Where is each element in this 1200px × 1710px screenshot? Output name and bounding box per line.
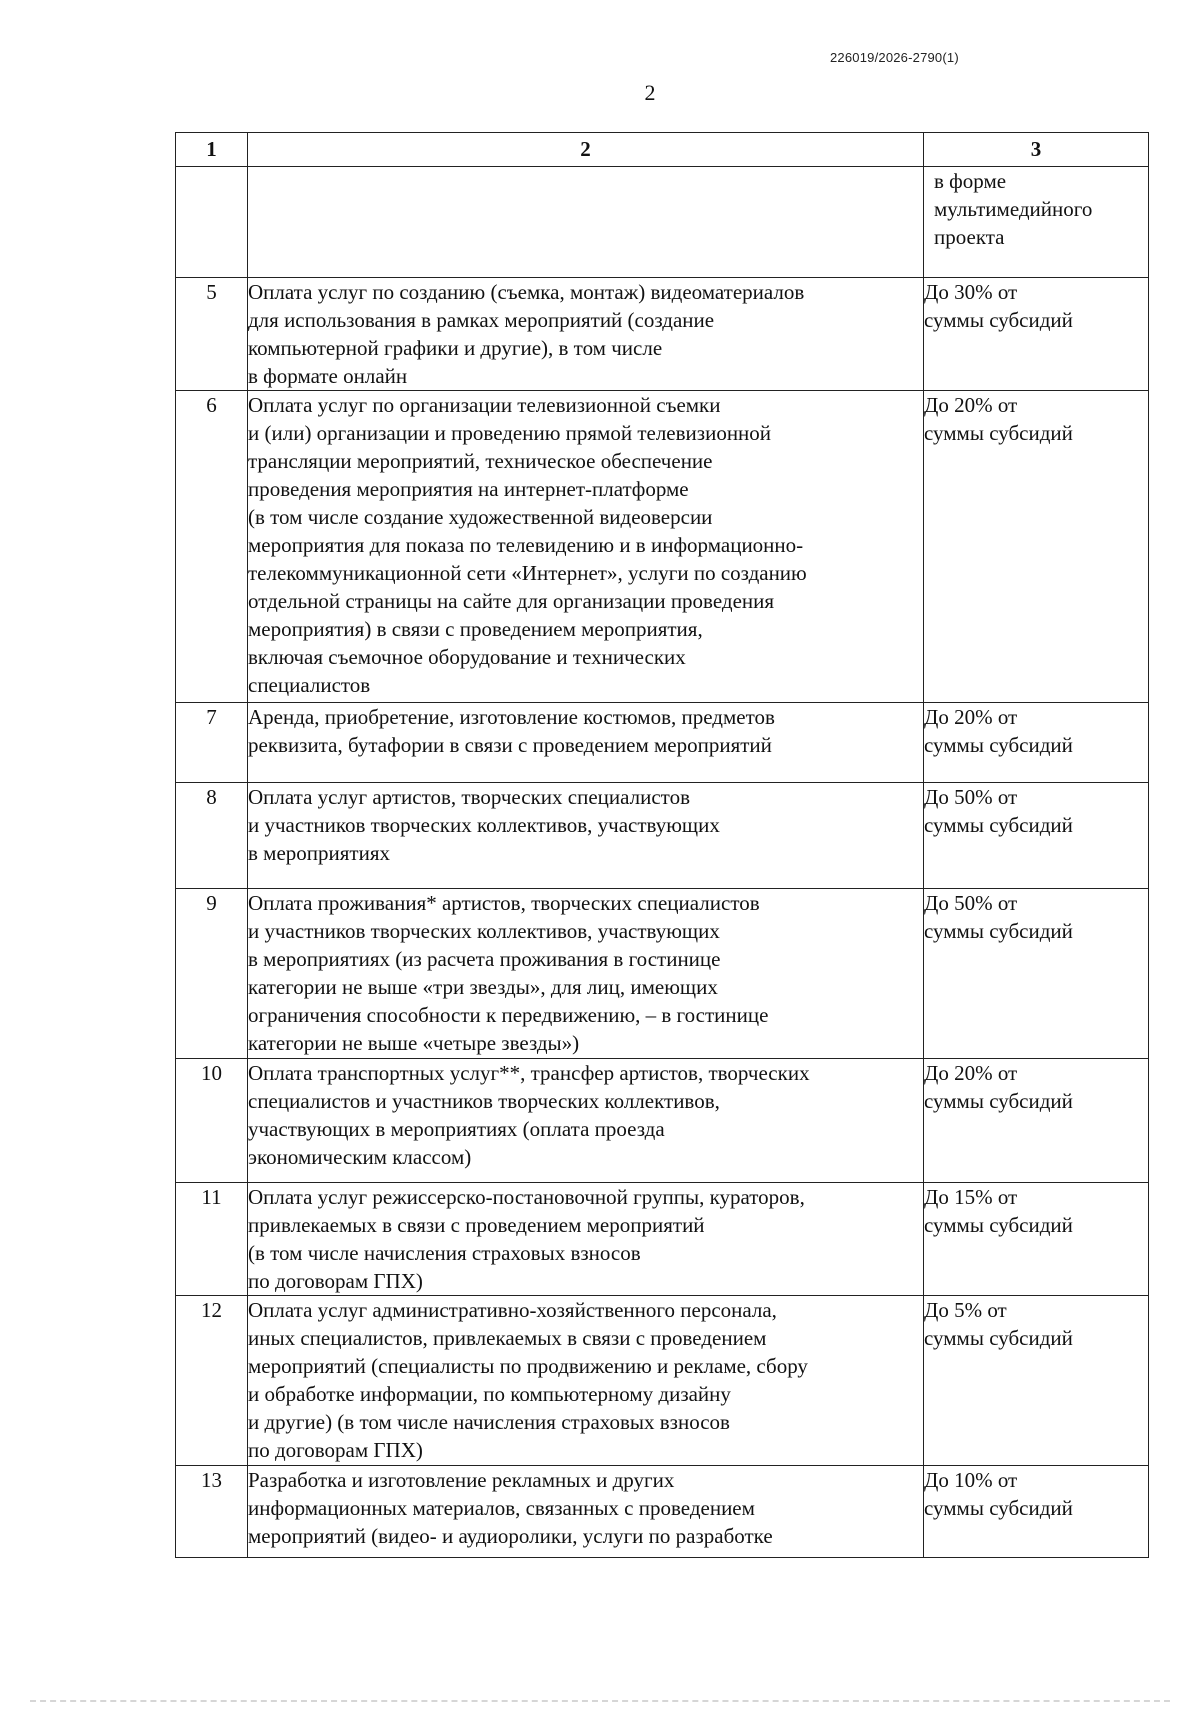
row-share-text: До 20% от суммы субсидий	[924, 391, 1149, 703]
row-expense-text: Оплата услуг режиссерско-постановочной группы, кураторов, привлекаемых в связи с проведением мероприятий (в том числе начисления страховых взносов по договорам ГПХ)	[248, 1183, 924, 1296]
row-number: 7	[176, 703, 248, 783]
table-row	[176, 278, 1149, 391]
row-number: 6	[176, 391, 248, 703]
row-expense-text: Аренда, приобретение, изготовление костюмов, предметов реквизита, бутафории в связи с проведением мероприятий	[248, 703, 924, 783]
table-row	[176, 889, 1149, 1059]
row-share-text: До 50% от суммы субсидий	[924, 889, 1149, 1059]
row-number: 13	[176, 1466, 248, 1558]
table-header-row	[176, 133, 1149, 167]
table-row	[176, 1059, 1149, 1183]
row-share-text: До 10% от суммы субсидий	[924, 1466, 1149, 1558]
row-expense-text: Оплата услуг по созданию (съемка, монтаж) видеоматериалов для использования в рамках мероприятий (создание компьютерной графики и другие), в том числе в формате онлайн	[248, 278, 924, 391]
table-row	[176, 783, 1149, 889]
table-row	[176, 167, 1149, 278]
row-expense-text: Разработка и изготовление рекламных и других информационных материалов, связанных с проведением мероприятий (видео- и аудиоролики, услуги по разработке	[248, 1466, 924, 1558]
column-header-number: 1	[176, 133, 248, 167]
table-row	[176, 1183, 1149, 1296]
expenses-table	[175, 132, 1149, 1558]
row-share-text: До 20% от суммы субсидий	[924, 703, 1149, 783]
column-header-share: 3	[924, 133, 1149, 167]
row-number: 11	[176, 1183, 248, 1296]
table-row	[176, 1296, 1149, 1466]
row-number: 9	[176, 889, 248, 1059]
row-share-text: До 15% от суммы субсидий	[924, 1183, 1149, 1296]
document-registration-number: 226019/2026-2790(1)	[830, 50, 959, 65]
row-expense-text: Оплата услуг артистов, творческих специалистов и участников творческих коллективов, участвующих в мероприятиях	[248, 783, 924, 889]
row-expense-text: Оплата проживания* артистов, творческих специалистов и участников творческих коллективов, участвующих в мероприятиях (из расчета проживания в гостинице категории не выше «три звезды», для лиц, имеющих ограничения способности к передвижению, – в гостинице категории не выше «четыре звезды»)	[248, 889, 924, 1059]
row-expense-text: Оплата транспортных услуг**, трансфер артистов, творческих специалистов и участников творческих коллективов, участвующих в мероприятиях (оплата проезда экономическим классом)	[248, 1059, 924, 1183]
table-row	[176, 391, 1149, 703]
row-number: 12	[176, 1296, 248, 1466]
scan-edge-artifact	[30, 1700, 1170, 1705]
column-header-expense: 2	[248, 133, 924, 167]
row-expense-text: Оплата услуг административно-хозяйственного персонала, иных специалистов, привлекаемых в связи с проведением мероприятий (специалисты по продвижению и рекламе, сбору и обработке информации, по компьютерному дизайну и другие) (в том числе начисления страховых взносов по договорам ГПХ)	[248, 1296, 924, 1466]
page-number: 2	[644, 80, 656, 105]
row-share-text: До 20% от суммы субсидий	[924, 1059, 1149, 1183]
row-expense-text: Оплата услуг по организации телевизионной съемки и (или) организации и проведению прямой телевизионной трансляции мероприятий, техническое обеспечение проведения мероприятия на интернет-платформе (в том числе создание художественной видеоверсии мероприятия для показа по телевидению и в информационно- телекоммуникационной сети «Интернет», услуги по созданию отдельной страницы на сайте для организации проведения мероприятия) в связи с проведением мероприятия, включая съемочное оборудование и технических специалистов	[248, 391, 924, 703]
row-share-text: в форме мультимедийного проекта	[924, 167, 1149, 278]
table-row	[176, 703, 1149, 783]
row-number	[176, 167, 248, 278]
row-number: 10	[176, 1059, 248, 1183]
row-expense-text	[248, 167, 924, 278]
row-number: 5	[176, 278, 248, 391]
row-share-text: До 50% от суммы субсидий	[924, 783, 1149, 889]
row-share-text: До 30% от суммы субсидий	[924, 278, 1149, 391]
table-row	[176, 1466, 1149, 1558]
row-number: 8	[176, 783, 248, 889]
row-share-text: До 5% от суммы субсидий	[924, 1296, 1149, 1466]
